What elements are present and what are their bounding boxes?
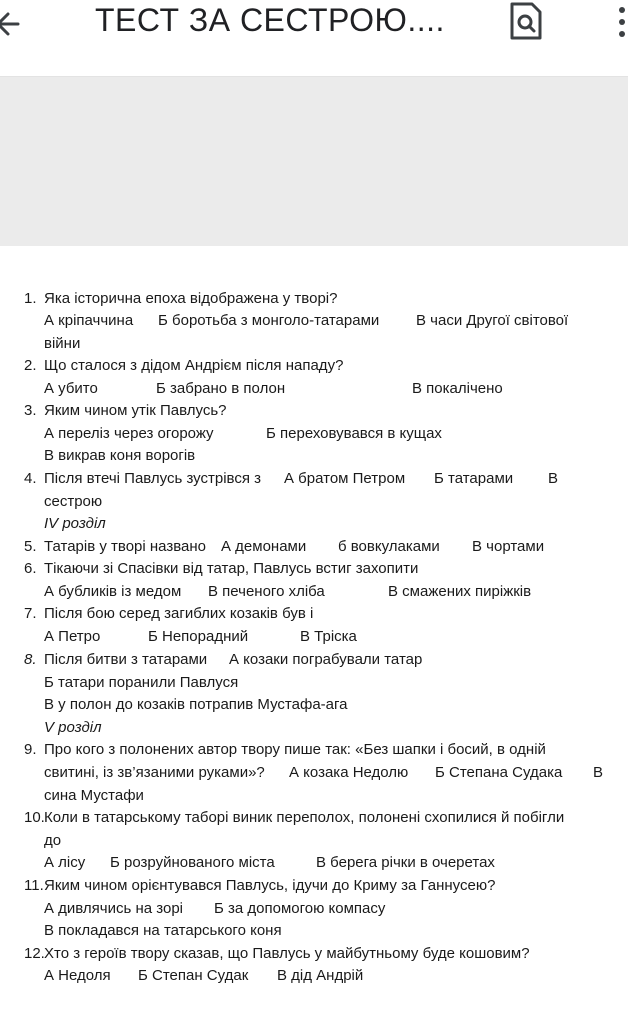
answer-option: В смажених пиріжків: [388, 583, 532, 600]
question-text: Після втечі Павлусь зустрівся з: [44, 470, 262, 487]
question-number: 10.: [24, 809, 45, 826]
answer-option: В: [548, 470, 559, 487]
answer-option: Б Степана Судака: [435, 764, 563, 781]
answer-option: В Тріска: [300, 628, 357, 645]
answer-option: А переліз через огорожу: [44, 425, 214, 442]
answer-option: Б татари поранили Павлуся: [44, 674, 239, 691]
answer-option: В покладався на татарського коня: [44, 922, 282, 939]
question-text: Яким чином утік Павлусь?: [44, 402, 227, 419]
answer-option: В викрав коня ворогів: [44, 447, 196, 464]
more-vertical-icon[interactable]: [612, 2, 628, 42]
answer-option: А лісу: [44, 854, 86, 871]
question-number: 9.: [24, 741, 37, 758]
answer-option: А дивлячись на зорі: [44, 900, 183, 917]
answer-option: В часи Другої світової: [416, 312, 569, 329]
answer-option: Б боротьба з монголо-татарами: [158, 312, 380, 329]
answer-option: Б Степан Судак: [138, 967, 249, 984]
question-number: 3.: [24, 402, 37, 419]
question-text: Про кого з полонених автор твору пише так: «Без шапки і босий, в одній: [44, 741, 546, 758]
question-text-continued: до: [44, 832, 62, 849]
question-text: Коли в татарському таборі виник переполох, полонені схопилися й побігли: [44, 809, 565, 826]
answer-option-continued: війни: [44, 335, 81, 352]
answer-option: А братом Петром: [284, 470, 406, 487]
answer-option: В чортами: [472, 538, 545, 555]
answer-option: В покалічено: [412, 380, 503, 397]
question-text: Яка історична епоха відображена у творі?: [44, 290, 338, 307]
arrow-left-icon[interactable]: [0, 4, 24, 44]
question-text: Тікаючи зі Спасівки від татар, Павлусь встиг захопити: [44, 560, 419, 577]
answer-option: В печеного хліба: [208, 583, 325, 600]
question-text: Яким чином орієнтувався Павлусь, ідучи до Криму за Ганнусею?: [44, 877, 496, 894]
answer-option: А козака Недолю: [289, 764, 409, 781]
question-number: 8.: [24, 651, 37, 668]
question-number: 7.: [24, 605, 37, 622]
answer-option: В: [593, 764, 604, 781]
app-bar: [0, 0, 628, 77]
document-title: ТЕСТ ЗА СЕСТРОЮ....: [95, 2, 445, 38]
answer-option: В дід Андрій: [277, 967, 364, 984]
answer-option: А кріпаччина: [44, 312, 134, 329]
answer-option: Б забрано в полон: [156, 380, 286, 397]
question-number: 11.: [24, 877, 44, 894]
section-heading: V розділ: [44, 719, 102, 736]
answer-option: А козаки пограбували татар: [229, 651, 423, 668]
question-text: Що сталося з дідом Андрієм після нападу?: [44, 357, 344, 374]
answer-option: Б Непорадний: [148, 628, 249, 645]
document-page: [0, 246, 628, 1011]
answer-option: Б розруйнованого міста: [110, 854, 275, 871]
answer-option: А Недоля: [44, 967, 111, 984]
answer-option: В у полон до козаків потрапив Мустафа-ага: [44, 696, 348, 713]
question-number: 2.: [24, 357, 37, 374]
document-search-icon[interactable]: [508, 0, 544, 42]
document-preview-banner: [0, 77, 628, 246]
answer-option: б вовкулаками: [338, 538, 440, 555]
question-number: 1.: [24, 290, 37, 307]
answer-option: Б татарами: [434, 470, 514, 487]
answer-option: Б переховувався в кущах: [266, 425, 442, 442]
question-text: Татарів у творі названо: [44, 538, 206, 555]
answer-option: А демонами: [221, 538, 307, 555]
answer-option-continued: сестрою: [44, 493, 103, 510]
answer-option: Б за допомогою компасу: [214, 900, 386, 917]
answer-option: А Петро: [44, 628, 101, 645]
question-number: 12.: [24, 945, 45, 962]
question-number: 4.: [24, 470, 37, 487]
question-text: Після бою серед загиблих козаків був і: [44, 605, 314, 622]
answer-option: А бубликів із медом: [44, 583, 182, 600]
question-number: 5.: [24, 538, 37, 555]
answer-option: В берега річки в очеретах: [316, 854, 495, 871]
question-text: Хто з героїв твору сказав, що Павлусь у майбутньому буде кошовим?: [44, 945, 530, 962]
section-heading: IV розділ: [44, 515, 106, 532]
answer-option: А убито: [44, 380, 98, 397]
question-number: 6.: [24, 560, 37, 577]
answer-option-continued: сина Мустафи: [44, 787, 144, 804]
question-text: Після битви з татарами: [44, 651, 208, 668]
question-text-continued: свитині, із зв’язаними руками»?: [44, 764, 265, 781]
